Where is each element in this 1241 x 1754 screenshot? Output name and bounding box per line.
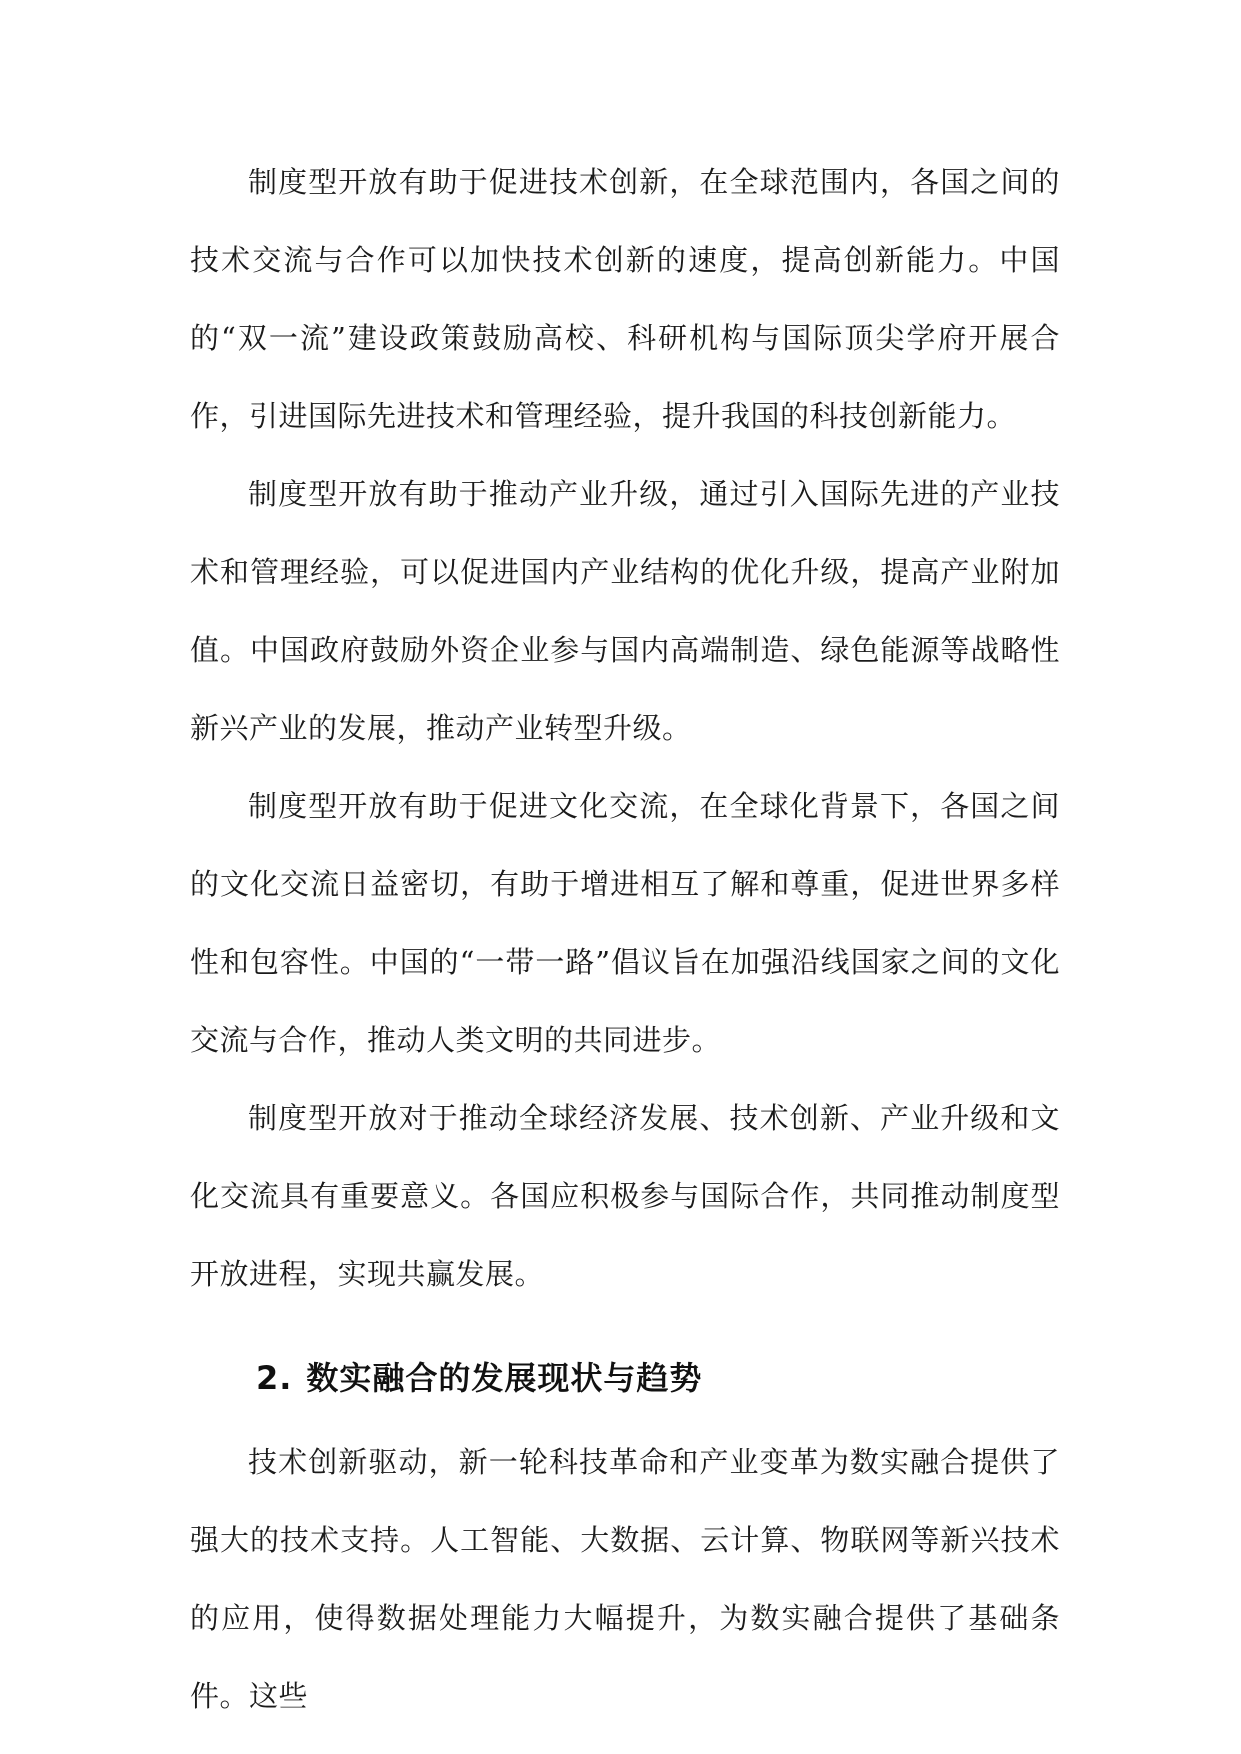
document-body	[190, 143, 1060, 1735]
paragraph-summary: 制度型开放对于推动全球经济发展、技术创新、产业升级和文化交流具有重要意义。各国应积极参与国际合作，共同推动制度型开放进程，实现共赢发展。	[190, 1101, 1060, 1291]
section-number: 2.	[256, 1359, 293, 1397]
section-heading	[190, 1343, 1060, 1413]
paragraph-tech-driven: 技术创新驱动，新一轮科技革命和产业变革为数实融合提供了强大的技术支持。人工智能、大数据、云计算、物联网等新兴技术的应用，使得数据处理能力大幅提升，为数实融合提供了基础条件。这些	[190, 1445, 1060, 1713]
paragraph-cultural-exchange: 制度型开放有助于促进文化交流，在全球化背景下，各国之间的文化交流日益密切，有助于增进相互了解和尊重，促进世界多样性和包容性。中国的“一带一路”倡议旨在加强沿线国家之间的文化交流与合作，推动人类文明的共同进步。	[190, 789, 1060, 1057]
paragraph-tech-innovation: 制度型开放有助于促进技术创新，在全球范围内，各国之间的技术交流与合作可以加快技术创新的速度，提高创新能力。中国的“双一流”建设政策鼓励高校、科研机构与国际顶尖学府开展合作，引进国际先进技术和管理经验，提升我国的科技创新能力。	[190, 165, 1060, 433]
section-title: 数实融合的发展现状与趋势	[306, 1359, 703, 1397]
paragraph-industry-upgrade: 制度型开放有助于推动产业升级，通过引入国际先进的产业技术和管理经验，可以促进国内产业结构的优化升级，提高产业附加值。中国政府鼓励外资企业参与国内高端制造、绿色能源等战略性新兴产业的发展，推动产业转型升级。	[190, 477, 1060, 745]
